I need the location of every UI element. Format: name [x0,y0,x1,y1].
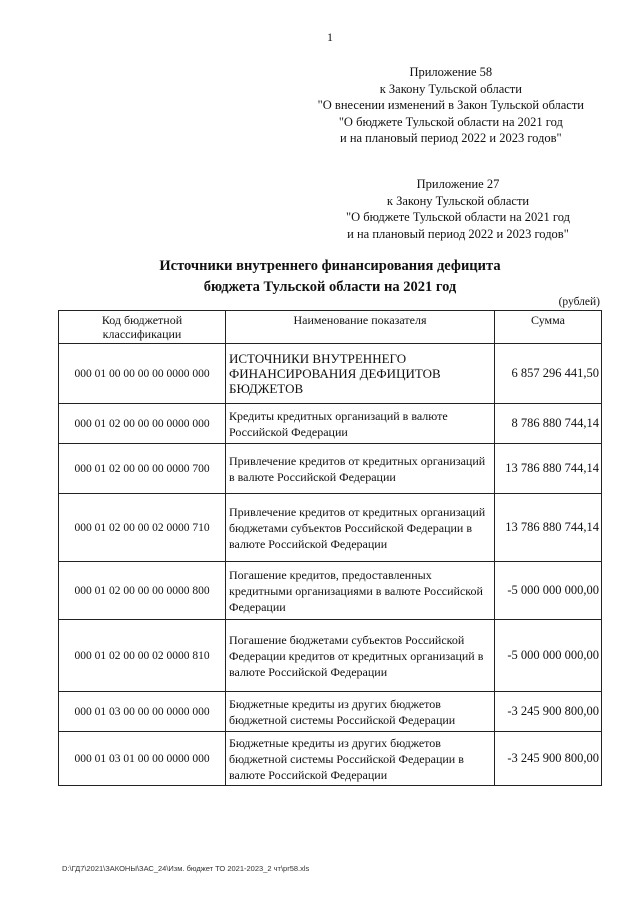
file-path-footer: D:\ГД7\2021\ЗАКОНЫ\ЗАС_24\Изм. бюджет ТО 2021-2023_2 чт\pr58.xls [62,864,310,873]
row-name: ИСТОЧНИКИ ВНУТРЕННЕГО ФИНАНСИРОВАНИЯ ДЕФИЦИТОВ БЮДЖЕТОВ [226,344,495,404]
row-name: Бюджетные кредиты из других бюджетов бюджетной системы Российской Федерации [226,692,495,732]
table-row [59,444,602,494]
table-row [59,404,602,444]
appendix-27-header [346,176,570,242]
title-line-2: бюджета Тульской области на 2021 год [203,279,457,295]
appendix-58-header [318,64,584,147]
row-name: Привлечение кредитов от кредитных организаций в валюте Российской Федерации [226,444,495,494]
row-amount: 13 786 880 744,14 [495,494,602,562]
appendix-27-line: Приложение 27 [416,177,500,191]
appendix-58-line: "О внесении изменений в Закон Тульской области [317,98,584,112]
table-row [59,732,602,786]
financing-sources-table [58,310,602,786]
appendix-58-line: Приложение 58 [409,65,493,79]
appendix-58-line: "О бюджете Тульской области на 2021 год [338,114,563,129]
row-name: Кредиты кредитных организаций в валюте Российской Федерации [226,404,495,444]
row-code: 000 01 02 00 00 00 0000 800 [59,562,226,620]
row-name: Погашение кредитов, предоставленных кредитными организациями в валюте Российской Федерации [226,562,495,620]
page-number: 1 [327,30,333,44]
appendix-58-line: к Закону Тульской области [379,81,522,96]
document-title [0,256,640,298]
row-code: 000 01 03 00 00 00 0000 000 [59,692,226,732]
header-name: Наименование показателя [226,311,495,344]
table-row [59,344,602,404]
table-row [59,562,602,620]
row-amount: 8 786 880 744,14 [495,404,602,444]
units-label: (рублей) [558,296,600,308]
header-amount: Сумма [495,311,602,344]
appendix-58-line: и на плановый период 2022 и 2023 годов" [340,131,562,145]
row-amount: -3 245 900 800,00 [495,732,602,786]
row-code: 000 01 00 00 00 00 0000 000 [59,344,226,404]
table-row [59,494,602,562]
table-row [59,620,602,692]
row-code: 000 01 02 00 00 02 0000 710 [59,494,226,562]
row-amount: -5 000 000 000,00 [495,562,602,620]
row-code: 000 01 03 01 00 00 0000 000 [59,732,226,786]
row-amount: -3 245 900 800,00 [495,692,602,732]
row-amount: 13 786 880 744,14 [495,444,602,494]
row-amount: 6 857 296 441,50 [495,344,602,404]
header-code: Код бюджетной классификации [59,311,226,344]
row-name: Привлечение кредитов от кредитных организаций бюджетами субъектов Российской Федерации в валюте Российской Федерации [226,494,495,562]
row-code: 000 01 02 00 00 00 0000 000 [59,404,226,444]
row-amount: -5 000 000 000,00 [495,620,602,692]
title-line-1: Источники внутреннего финансирования дефицита [159,258,501,274]
appendix-27-line: и на плановый период 2022 и 2023 годов" [347,226,569,241]
appendix-27-line: к Закону Тульской области [386,193,530,208]
row-name: Бюджетные кредиты из других бюджетов бюджетной системы Российской Федерации в валюте Российской Федерации [226,732,495,786]
table-row [59,692,602,732]
row-name: Погашение бюджетами субъектов Российской Федерации кредитов от кредитных организаций в валюте Российской Федерации [226,620,495,692]
table-header-row [59,311,602,344]
row-code: 000 01 02 00 00 02 0000 810 [59,620,226,692]
appendix-27-line: "О бюджете Тульской области на 2021 год [346,210,570,224]
row-code: 000 01 02 00 00 00 0000 700 [59,444,226,494]
